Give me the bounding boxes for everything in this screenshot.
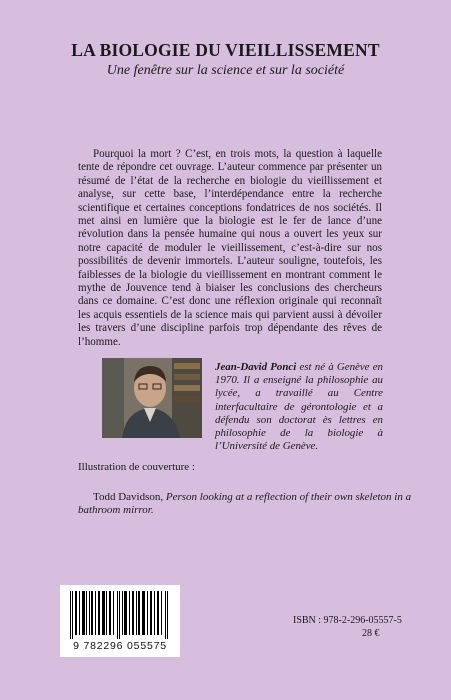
author-name: Jean-David Ponci [215, 361, 297, 373]
barcode-digits: 9 782296 055575 [73, 640, 167, 652]
illustration-credit [78, 491, 418, 518]
illustration-label: Illustration de couverture : [78, 461, 195, 473]
illustration-work: Person looking at a reflection of their own skeleton in a bathroom mirror. [78, 491, 412, 517]
illustration-artist: Todd Davidson, [93, 491, 166, 503]
isbn: ISBN : 978-2-296-05557-5 [293, 615, 402, 626]
price: 28 € [362, 628, 380, 639]
book-subtitle: Une fenêtre sur la science et sur la société [106, 63, 345, 78]
author-bio-text: est né à Genève en 1970. Il a enseigné la philosophie au lycée, a travaillé au Centre interfacultaire de gérontologie et a défendu son doctorat ès lettres en philosophie de la biologie à l’Université de Genève. [215, 361, 383, 453]
author-bio [215, 361, 383, 453]
author-portrait-image [102, 358, 202, 438]
barcode-bars [70, 591, 170, 639]
book-title: LA BIOLOGIE DU VIEILLISSEMENT [71, 40, 380, 60]
book-summary: Pourquoi la mort ? C’est, en trois mots, la question à laquelle tente de répondre cet ouvrage. L’auteur commence par présenter un résumé de l’état de la recherche en biologie du vieillissement et analyse, sur cette base, l’interdépendance entre la recherche scientifique et certaines conceptions fondatrices de nos sociétés. Il met ainsi en lumière que la biologie est le fer de lance d’une révolution dans la pensée humaine qui nous a ouvert les yeux sur notre capacité de moduler le vieillissement, c’est-à-dire sur nos possibilités de devenir immortels. L’auteur souligne, toutefois, les faiblesses de la biologie du vieillissement en montrant comment le mythe de Jouvence tend à biaiser les conclusions des chercheurs dans ce domaine. C’est donc une réflexion originale qui reconnaît les acquis essentiels de la science mais qui parvient aussi à dévoiler les travers d’une discipline parfois trop dépendante des rêves de l’homme. [78, 148, 382, 348]
barcode [60, 585, 180, 657]
author-portrait [102, 358, 202, 438]
